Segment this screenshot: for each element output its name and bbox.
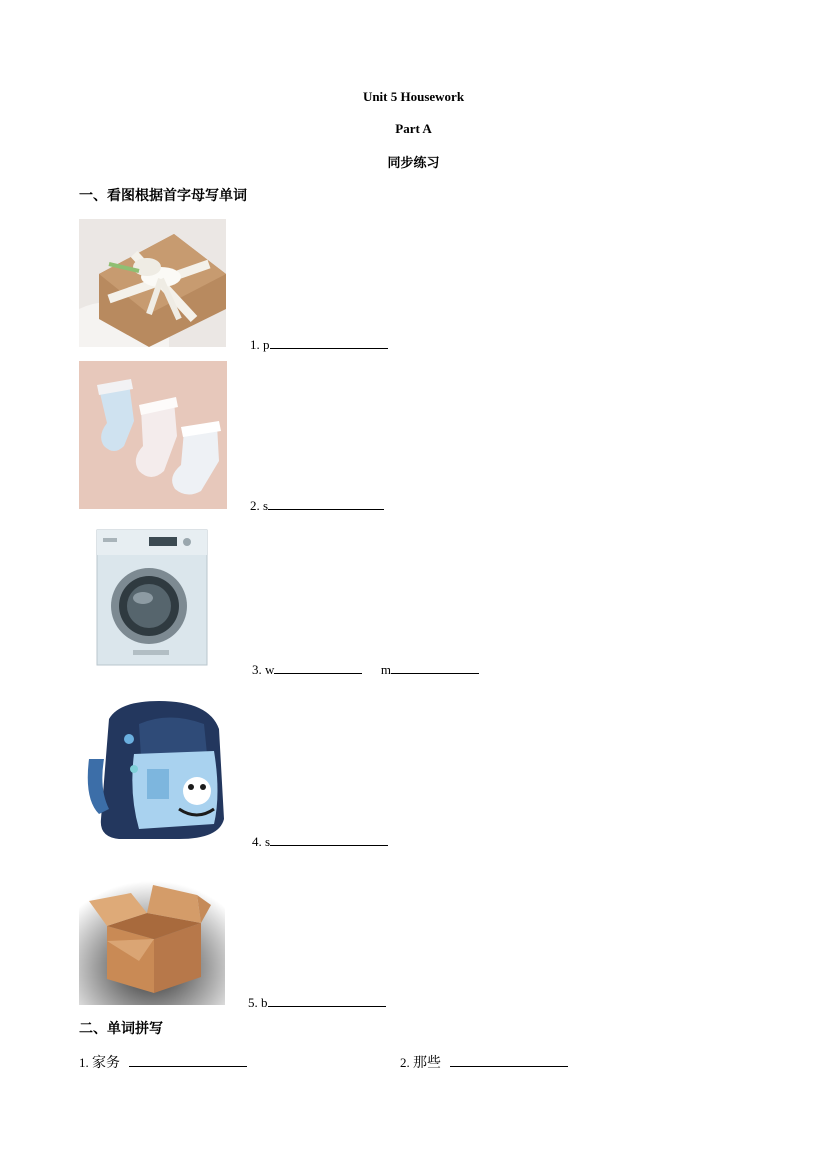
schoolbag-image (79, 699, 227, 842)
item-4-letter: s (265, 834, 271, 849)
item-3-letter: w (265, 662, 275, 677)
spelling-item-1-number: 1. (79, 1055, 89, 1070)
part-title: Part A (395, 121, 432, 136)
item-2 (250, 497, 384, 514)
socks-image (79, 361, 227, 509)
section-heading-1: 一、看图根据首字母写单词 (79, 188, 247, 204)
section-heading-2: 二、单词拼写 (79, 1021, 163, 1037)
item-1-answer-blank[interactable] (270, 336, 388, 349)
item-3-number: 3. (252, 662, 262, 677)
gift-parcel-image (79, 219, 226, 347)
item-2-answer-blank[interactable] (268, 497, 384, 510)
item-3 (252, 661, 479, 678)
spelling-item-1 (79, 1052, 247, 1072)
cardboard-box-image (79, 881, 225, 1005)
subtitle: 同步练习 (387, 156, 440, 171)
item-2-letter: s (263, 498, 269, 513)
item-1 (250, 336, 388, 353)
item-3-answer-blank-1[interactable] (274, 661, 362, 674)
item-4-number: 4. (252, 834, 262, 849)
item-5-letter: b (261, 995, 268, 1010)
item-2-number: 2. (250, 498, 260, 513)
item-3-answer-blank-2[interactable] (391, 661, 479, 674)
item-5-answer-blank[interactable] (268, 994, 386, 1007)
unit-title: Unit 5 Housework (362, 89, 465, 104)
spelling-item-1-answer-blank[interactable] (129, 1054, 247, 1067)
item-1-letter: p (263, 337, 270, 352)
item-4-answer-blank[interactable] (270, 833, 388, 846)
spelling-item-2 (400, 1052, 568, 1072)
spelling-item-2-number: 2. (400, 1055, 410, 1070)
spelling-item-1-word: 家务 (92, 1055, 120, 1071)
spelling-item-2-answer-blank[interactable] (450, 1054, 568, 1067)
item-3-letter-2: m (380, 662, 392, 677)
washing-machine-image (93, 528, 211, 670)
spelling-item-2-word: 那些 (413, 1055, 441, 1071)
item-5 (248, 994, 386, 1011)
item-4 (252, 833, 388, 850)
item-1-number: 1. (250, 337, 260, 352)
item-5-number: 5. (248, 995, 258, 1010)
